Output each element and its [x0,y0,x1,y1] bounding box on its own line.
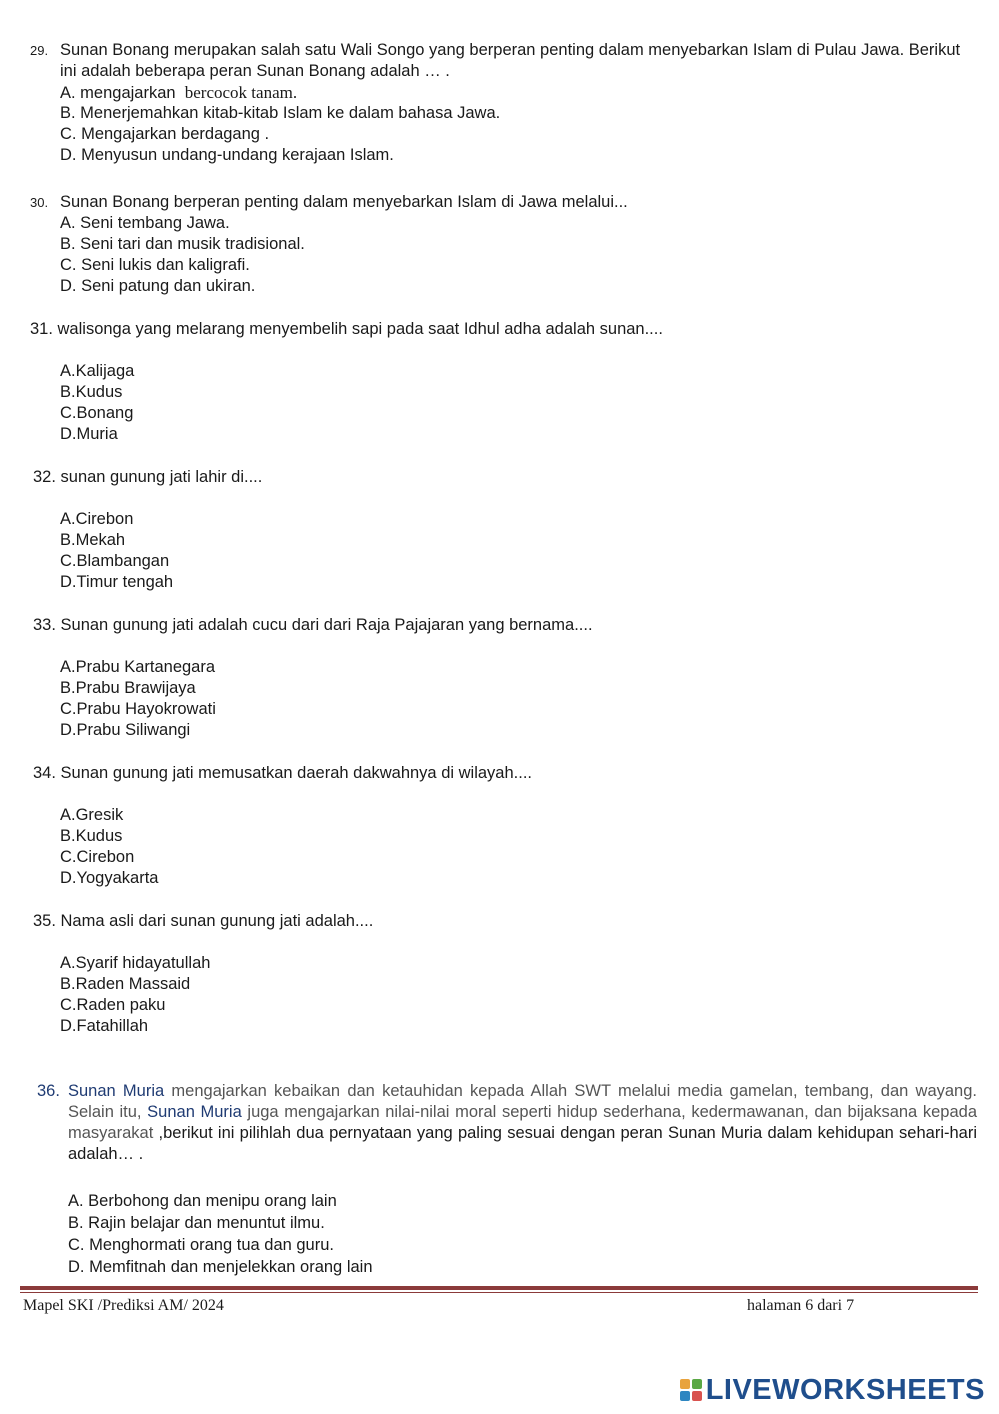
question-32-option-a[interactable]: A.Cirebon [60,510,134,528]
footer-rule-thin [20,1292,978,1293]
question-31-option-a[interactable]: A.Kalijaga [60,362,135,380]
question-30-options [60,213,970,297]
question-36-option-b[interactable]: B. Rajin belajar dan menuntut ilmu. [68,1214,325,1232]
logo-square-2 [692,1379,702,1389]
liveworksheets-brand[interactable] [680,1373,985,1407]
question-29 [30,40,970,166]
question-29-number: 29. [30,43,49,58]
question-34-option-d[interactable]: D.Yogyakarta [60,869,159,887]
question-33-option-d[interactable]: D.Prabu Siliwangi [60,721,191,739]
question-29-stem-block [30,40,970,82]
question-29-option-a[interactable] [60,82,970,103]
logo-square-3 [680,1391,690,1401]
question-35-option-d[interactable]: D.Fatahillah [60,1017,149,1035]
question-29-option-a-serif: bercocok tanam. [184,83,298,102]
question-30-option-a[interactable]: A. Seni tembang Jawa. [60,214,230,232]
question-36-options [68,1190,977,1278]
question-30-option-b[interactable]: B. Seni tari dan musik tradisional. [60,235,305,253]
question-29-option-b[interactable]: B. Menerjemahkan kitab-kitab Islam ke dalam bahasa Jawa. [60,104,501,122]
question-35-options [60,953,973,1037]
question-36-name-2: Sunan Muria [147,1103,242,1121]
question-29-options [60,82,970,166]
question-29-option-d[interactable]: D. Menyusun undang-undang kerajaan Islam. [60,146,394,164]
question-35-option-a[interactable]: A.Syarif hidayatullah [60,954,211,972]
question-34-option-a[interactable]: A.Gresik [60,806,124,824]
question-33-options [60,657,973,741]
question-33-option-c[interactable]: C.Prabu Hayokrowati [60,700,216,718]
question-36-name-1: Sunan Muria [68,1082,165,1100]
question-33 [33,615,973,741]
question-33-stem: 33. Sunan gunung jati adalah cucu dari dari Raja Pajajaran yang bernama.... [33,616,593,634]
question-31-option-b[interactable]: B.Kudus [60,383,123,401]
logo-square-4 [692,1391,702,1401]
question-31-stem: 31. walisonga yang melarang menyembelih sapi pada saat Idhul adha adalah sunan.... [30,320,663,338]
question-29-stem: Sunan Bonang merupakan salah satu Wali Songo yang berperan penting dalam menyebarkan Islam di Pulau Jawa. Berikut ini adalah beberapa peran Sunan Bonang adalah … . [60,41,961,80]
question-31-options [60,361,970,445]
question-34-option-b[interactable]: B.Kudus [60,827,123,845]
question-32-option-d[interactable]: D.Timur tengah [60,573,174,591]
question-34 [33,763,973,889]
question-34-stem: 34. Sunan gunung jati memusatkan daerah dakwahnya di wilayah.... [33,764,532,782]
question-32-stem: 32. sunan gunung jati lahir di.... [33,468,263,486]
question-36-option-c[interactable]: C. Menghormati orang tua dan guru. [68,1236,334,1254]
question-31-option-d[interactable]: D.Muria [60,425,118,443]
question-33-option-b[interactable]: B.Prabu Brawijaya [60,679,196,697]
footer-page-number: halaman 6 dari 7 [747,1297,855,1314]
question-34-option-c[interactable]: C.Cirebon [60,848,135,866]
question-30-number: 30. [30,195,49,210]
question-35-option-c[interactable]: C.Raden paku [60,996,166,1014]
question-30 [30,192,970,297]
question-30-stem-block [30,192,970,213]
question-35-stem: 35. Nama asli dari sunan gunung jati adalah.... [33,912,374,930]
footer-rule-thick [20,1286,978,1290]
question-32-options [60,509,973,593]
question-32-option-c[interactable]: C.Blambangan [60,552,170,570]
footer-subject: Mapel SKI /Prediksi AM/ 2024 [23,1297,224,1314]
question-36-stem-block [37,1081,977,1165]
question-30-stem: Sunan Bonang berperan penting dalam menyebarkan Islam di Jawa melalui... [60,193,628,211]
question-29-option-c[interactable]: C. Mengajarkan berdagang . [60,125,270,143]
question-36-option-d[interactable]: D. Memfitnah dan menjelekkan orang lain [68,1258,373,1276]
question-36-text-3: ,berikut ini pilihlah dua pernyataan yang paling sesuai dengan peran Sunan Muria dalam kehidupan sehari-hari adalah… . [68,1124,977,1163]
question-31 [30,319,970,445]
question-32 [33,467,973,593]
question-34-options [60,805,973,889]
liveworksheets-brand-text: LIVEWORKSHEETS [705,1373,985,1406]
liveworksheets-logo-icon [680,1379,702,1401]
question-36-text-1: mengajarkan kebaikan dan ketauhidan kepada Allah SWT melalui media gamelan, tembang, dan wayang. Selain itu, [68,1082,977,1121]
question-30-option-c[interactable]: C. Seni lukis dan kaligrafi. [60,256,250,274]
logo-square-1 [680,1379,690,1389]
question-32-option-b[interactable]: B.Mekah [60,531,126,549]
question-35 [33,911,973,1037]
question-36-number: 36. [37,1082,60,1100]
question-31-option-c[interactable]: C.Bonang [60,404,134,422]
question-30-option-d[interactable]: D. Seni patung dan ukiran. [60,277,256,295]
question-29-option-a-prefix: A. mengajarkan [60,84,176,102]
question-35-option-b[interactable]: B.Raden Massaid [60,975,191,993]
question-36-text-2: juga mengajarkan nilai-nilai moral seperti hidup sederhana, kedermawanan, dan bijaksana kepada masyarakat [68,1103,977,1142]
question-36 [37,1081,977,1278]
question-36-option-a[interactable]: A. Berbohong dan menipu orang lain [68,1192,337,1210]
question-33-option-a[interactable]: A.Prabu Kartanegara [60,658,216,676]
